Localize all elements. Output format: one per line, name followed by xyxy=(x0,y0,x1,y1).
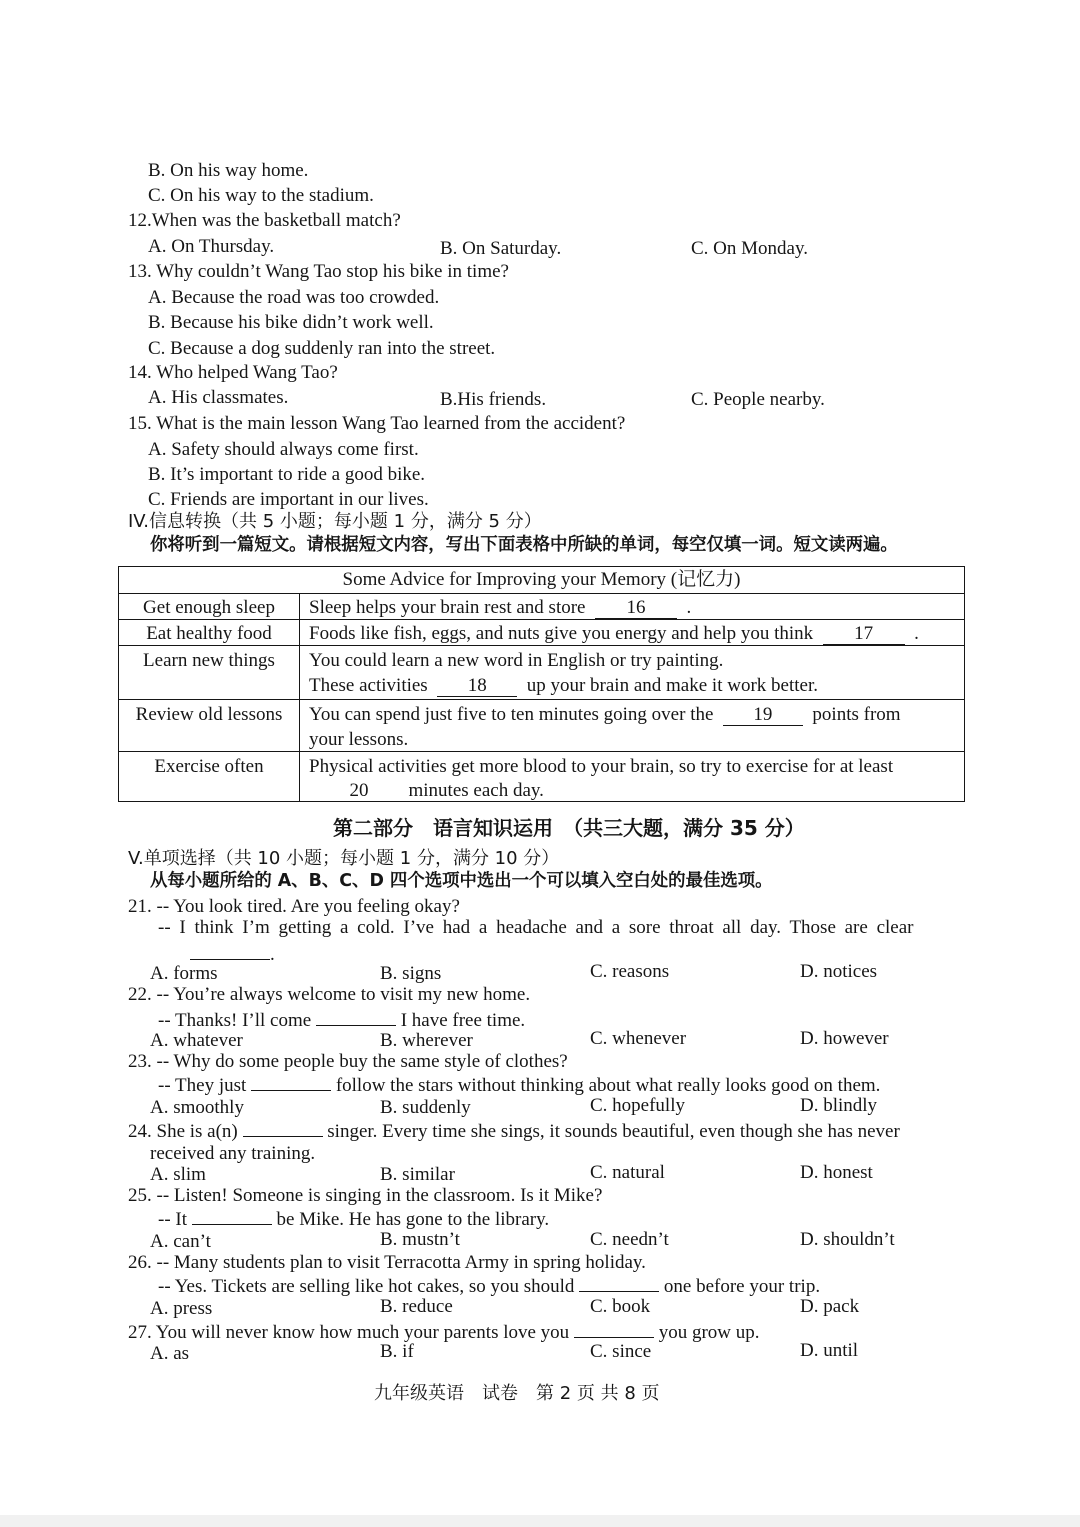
table-row-text: You can spend just five to ten minutes going over the 19 points from xyxy=(309,704,901,725)
q22-option-c: C. whenever xyxy=(590,1028,687,1049)
q27-option-d: D. until xyxy=(800,1340,859,1361)
blank-16[interactable]: 16 xyxy=(595,598,677,619)
q15-stem: 15. What is the main lesson Wang Tao learned from the accident? xyxy=(128,413,626,434)
section-5-instruction: 从每小题所给的 A、B、C、D 四个选项中选出一个可以填入空白处的最佳选项。 xyxy=(150,871,773,891)
blank-18[interactable]: 18 xyxy=(437,676,517,697)
scan-edge-shade xyxy=(0,1515,1080,1527)
q23-option-b: B. suddenly xyxy=(380,1097,471,1118)
part-2-heading: 第二部分 语言知识运用 （共三大题，满分 35 分） xyxy=(333,816,805,840)
q21-option-a: A. forms xyxy=(150,963,218,984)
table-row-label: Review old lessons xyxy=(135,704,283,725)
q25-option-b: B. mustn’t xyxy=(380,1229,460,1250)
q15-option-a: A. Safety should always come first. xyxy=(148,439,419,460)
q13-option-a: A. Because the road was too crowded. xyxy=(148,287,440,308)
q23-line-1: 23. -- Why do some people buy the same style of clothes? xyxy=(128,1051,568,1072)
q13-option-c: C. Because a dog suddenly ran into the street. xyxy=(148,338,496,359)
q26-option-c: C. book xyxy=(590,1296,651,1317)
table-row-text-2: your lessons. xyxy=(309,729,409,750)
q21-option-c: C. reasons xyxy=(590,961,670,982)
memory-advice-table xyxy=(118,566,965,802)
q27-option-a: A. as xyxy=(150,1343,190,1364)
table-row-label: Exercise often xyxy=(154,756,264,777)
q27-blank[interactable] xyxy=(574,1321,654,1338)
q24-option-b: B. similar xyxy=(380,1164,455,1185)
q11-option-b: B. On his way home. xyxy=(148,160,309,181)
q14-option-c: C. People nearby. xyxy=(691,389,825,410)
table-row-label: Get enough sleep xyxy=(143,597,275,618)
q27-option-b: B. if xyxy=(380,1341,414,1362)
section-5-heading: V.单项选择（共 10 小题；每小题 1 分，满分 10 分） xyxy=(128,848,560,869)
q23-blank[interactable] xyxy=(251,1074,331,1091)
table-row-label: Learn new things xyxy=(143,650,275,671)
q26-blank[interactable] xyxy=(579,1275,659,1292)
q26-option-b: B. reduce xyxy=(380,1296,453,1317)
q13-option-b: B. Because his bike didn’t work well. xyxy=(148,312,434,333)
q11-option-c: C. On his way to the stadium. xyxy=(148,185,374,206)
q24-line-1: 24. She is a(n) singer. Every time she sings, it sounds beautiful, even though she has never xyxy=(128,1121,900,1142)
q25-option-c: C. needn’t xyxy=(590,1229,669,1250)
section-4-instruction: 你将听到一篇短文。请根据短文内容，写出下面表格中所缺的单词，每空仅填一词。短文读两遍。 xyxy=(150,535,898,555)
table-row-text: Sleep helps your brain rest and store 16 . xyxy=(309,597,692,618)
q25-option-d: D. shouldn’t xyxy=(800,1229,895,1250)
q12-option-b: B. On Saturday. xyxy=(440,238,562,259)
table-row-label: Eat healthy food xyxy=(146,623,272,644)
q22-line-2: -- Thanks! I’ll come I have free time. xyxy=(158,1010,526,1031)
q25-line-1: 25. -- Listen! Someone is singing in the classroom. Is it Mike? xyxy=(128,1185,603,1206)
q26-line-2: -- Yes. Tickets are selling like hot cakes, so you should one before your trip. xyxy=(158,1276,821,1297)
q25-blank[interactable] xyxy=(192,1208,272,1225)
q27-line-1: 27. You will never know how much your parents love you you grow up. xyxy=(128,1322,760,1343)
q21-line-3: . xyxy=(190,943,275,964)
q23-line-2: -- They just follow the stars without thinking about what really looks good on them. xyxy=(158,1075,881,1096)
q22-option-b: B. wherever xyxy=(380,1030,473,1051)
q14-option-a: A. His classmates. xyxy=(148,387,289,408)
q14-stem: 14. Who helped Wang Tao? xyxy=(128,362,338,383)
blank-17[interactable]: 17 xyxy=(823,624,905,645)
blank-19[interactable]: 19 xyxy=(723,705,803,726)
q27-option-c: C. since xyxy=(590,1341,652,1362)
q24-blank[interactable] xyxy=(243,1120,323,1137)
q23-option-d: D. blindly xyxy=(800,1095,878,1116)
q21-blank[interactable] xyxy=(190,943,270,960)
blank-20[interactable]: 20 xyxy=(319,781,399,802)
q24-line-2: received any training. xyxy=(150,1143,316,1164)
q21-line-1: 21. -- You look tired. Are you feeling okay? xyxy=(128,896,460,917)
table-row-text-2: 20 minutes each day. xyxy=(319,781,544,802)
q26-line-1: 26. -- Many students plan to visit Terracotta Army in spring holiday. xyxy=(128,1252,646,1273)
q24-option-a: A. slim xyxy=(150,1164,206,1185)
q26-option-d: D. pack xyxy=(800,1296,860,1317)
table-row-text: Physical activities get more blood to your brain, so try to exercise for at least xyxy=(309,756,894,777)
q12-option-a: A. On Thursday. xyxy=(148,236,275,257)
q15-option-c: C. Friends are important in our lives. xyxy=(148,489,429,510)
section-4-heading: IV.信息转换（共 5 小题；每小题 1 分，满分 5 分） xyxy=(128,511,542,532)
q13-stem: 13. Why couldn’t Wang Tao stop his bike in time? xyxy=(128,261,509,282)
q22-blank[interactable] xyxy=(316,1009,396,1026)
q22-option-d: D. however xyxy=(800,1028,889,1049)
q24-option-d: D. honest xyxy=(800,1162,873,1183)
q22-option-a: A. whatever xyxy=(150,1030,243,1051)
q15-option-b: B. It’s important to ride a good bike. xyxy=(148,464,426,485)
q21-option-d: D. notices xyxy=(800,961,878,982)
q12-option-c: C. On Monday. xyxy=(691,238,808,259)
table-row-text-2: These activities 18 up your brain and make it work better. xyxy=(309,675,818,696)
page-footer: 九年级英语 试卷 第 2 页 共 8 页 xyxy=(374,1383,660,1404)
q21-line-2: -- I think I’m getting a cold. I’ve had a headache and a sore throat all day. Those are clear xyxy=(158,917,914,938)
q25-option-a: A. can’t xyxy=(150,1231,211,1252)
q14-option-b: B.His friends. xyxy=(440,389,547,410)
q24-option-c: C. natural xyxy=(590,1162,665,1183)
q22-line-1: 22. -- You’re always welcome to visit my new home. xyxy=(128,984,531,1005)
q21-option-b: B. signs xyxy=(380,963,442,984)
q26-option-a: A. press xyxy=(150,1298,213,1319)
q12-stem: 12.When was the basketball match? xyxy=(128,210,401,231)
table-title: Some Advice for Improving your Memory (记忆力) xyxy=(342,569,741,590)
q23-option-c: C. hopefully xyxy=(590,1095,685,1116)
q25-line-2: -- It be Mike. He has gone to the library. xyxy=(158,1209,550,1230)
table-row-text: You could learn a new word in English or try painting. xyxy=(309,650,724,671)
table-row-text: Foods like fish, eggs, and nuts give you energy and help you think 17 . xyxy=(309,623,919,644)
q23-option-a: A. smoothly xyxy=(150,1097,244,1118)
